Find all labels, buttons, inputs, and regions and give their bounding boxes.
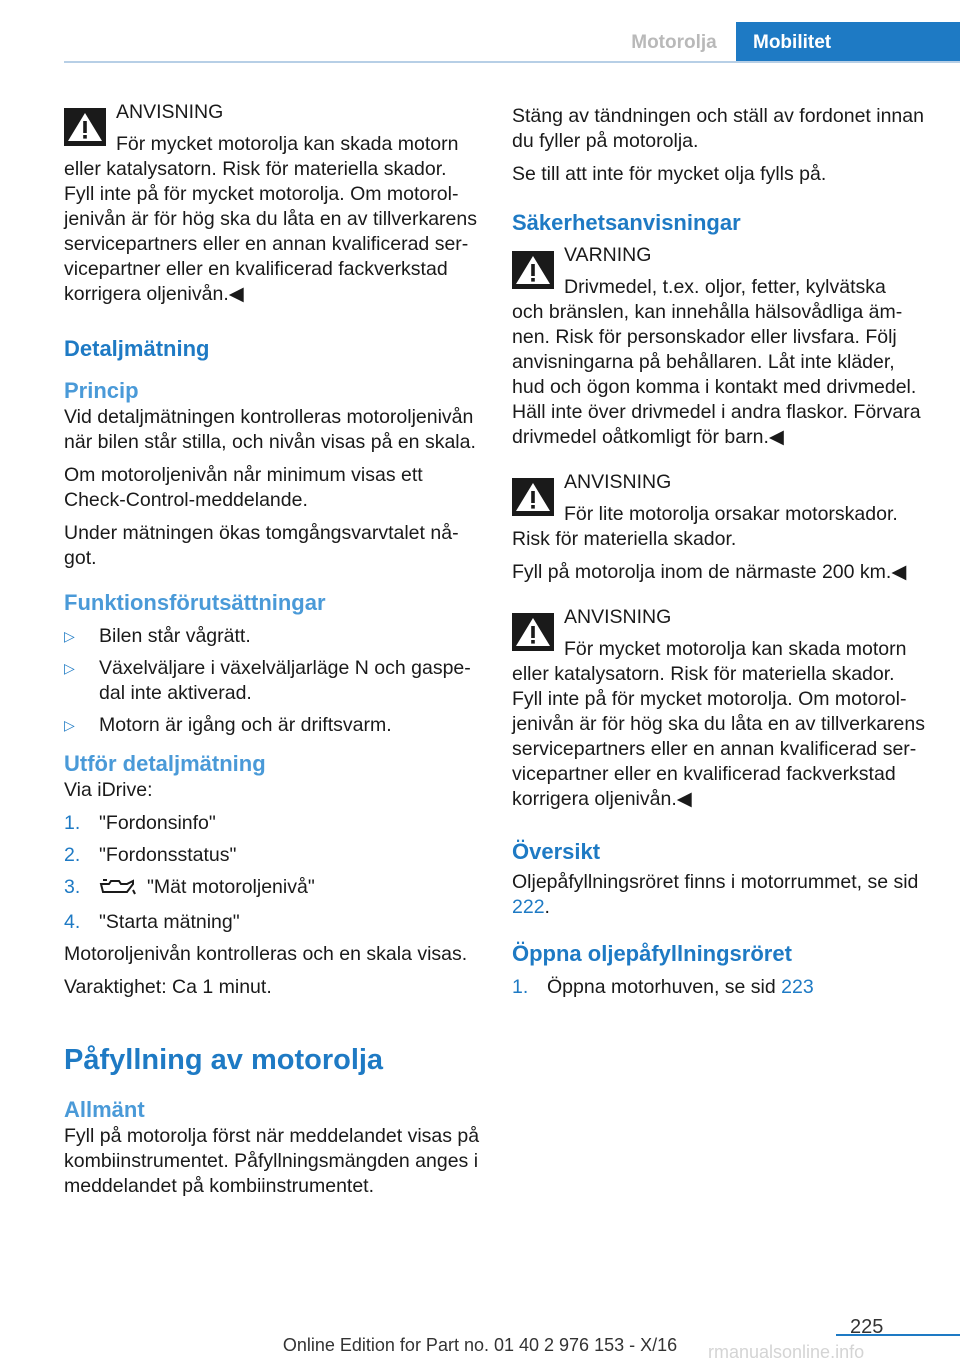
tab-motorolja[interactable]: Motorolja <box>631 32 717 53</box>
heading-oversikt: Översikt <box>512 839 601 864</box>
watermark: rmanualsonline.info <box>708 1342 865 1362</box>
paragraph: Vid detaljmätningen kontrolleras motoroljenivån när bilen står stilla, och nivån visas på en skala. <box>64 406 476 453</box>
warning-triangle-icon <box>64 108 106 146</box>
triangle-bullet-icon: ▷ <box>64 717 75 733</box>
list-item: 1. "Fordonsinfo" <box>64 812 216 834</box>
paragraph: Via iDrive: <box>64 779 153 801</box>
notice-text: Risk för materiella skador. <box>512 528 737 550</box>
notice-box <box>512 470 930 552</box>
heading-detaljmatning: Detaljmätning <box>64 336 210 361</box>
page-link-223[interactable]: 223 <box>781 976 814 998</box>
left-column <box>64 100 480 1207</box>
notice-label: ANVISNING <box>564 606 672 628</box>
page-number: 225 <box>850 1316 884 1338</box>
numbered-list <box>64 811 480 935</box>
warning-label: VARNING <box>564 244 652 266</box>
heading-allmant: Allmänt <box>64 1097 145 1122</box>
list-item: ▷ Bilen står vågrätt. <box>64 625 251 647</box>
paragraph: Fyll på motorolja först när meddelandet visas på kombiinstrumentet. Påfyllningsmängden anges i meddelandet på kombiinstrumentet. <box>64 1125 480 1197</box>
warning-text-first: Drivmedel, t.ex. oljor, fetter, kylvätska <box>564 276 886 298</box>
right-column <box>512 104 930 1007</box>
oil-level-icon <box>99 878 137 903</box>
notice-text-first: För mycket motorolja kan skada motorn <box>564 638 907 660</box>
heading-sakerhetsanvisningar: Säkerhetsanvisningar <box>512 210 741 235</box>
notice-text-first: För lite motorolja orsakar motorskador. <box>564 503 898 525</box>
header-divider <box>64 61 960 63</box>
list-item: 2. "Fordonsstatus" <box>64 844 237 866</box>
page-link-222[interactable]: 222 <box>512 896 545 918</box>
warning-triangle-icon <box>512 478 554 516</box>
notice-text: eller katalysatorn. Risk för materiella skador. Fyll inte på för mycket motorolja. Om motoroljenivån är för hög ska du låta en av tillverkarens servicepartners eller en annan kvalificerad servicepartner eller en kvalificerad fackverkstad korrigera oljenivån.◀ <box>512 663 925 810</box>
triangle-bullet-icon: ▷ <box>64 628 75 644</box>
heading-funktionsforutsattningar: Funktionsförutsättningar <box>64 590 326 615</box>
list-item: 4. "Starta mätning" <box>64 911 240 933</box>
notice-text-first: För mycket motorolja kan skada motorn <box>116 133 459 155</box>
list-item: ▷ Växelväljare i växelväljarläge N och gaspedal inte aktiverad. <box>64 657 471 704</box>
warning-triangle-icon <box>512 251 554 289</box>
page-header <box>0 0 960 62</box>
paragraph: Varaktighet: Ca 1 minut. <box>64 976 272 998</box>
paragraph: Motoroljenivån kontrolleras och en skala visas. <box>64 943 468 965</box>
paragraph: Under mätningen ökas tomgångsvarvtalet något. <box>64 522 459 569</box>
list-item: 1. Öppna motorhuven, se sid 223 <box>512 976 814 998</box>
warning-text: och bränslen, kan innehålla hälsovådliga ämnen. Risk för personskador eller livsfara. Följ anvisningarna på behållaren. Låt inte kläder, hud och ögon komma i kontakt med drivmedel. Häll inte över drivmedel i andra flaskor. Förvara drivmedel oåtkomligt för barn.◀ <box>512 301 921 448</box>
list-item: ▷ Motorn är igång och är driftsvarm. <box>64 714 392 736</box>
notice-box <box>64 100 480 307</box>
notice-label: ANVISNING <box>116 101 224 123</box>
numbered-list <box>512 975 930 1000</box>
notice-label: ANVISNING <box>564 471 672 493</box>
paragraph: Fyll på motorolja inom de närmaste 200 km.◀ <box>512 561 907 583</box>
footer-edition: Online Edition for Part no. 01 40 2 976 153 - X/16 <box>282 1335 678 1355</box>
notice-text: eller katalysatorn. Risk för materiella skador. Fyll inte på för mycket motorolja. Om motoroljenivån är för hög ska du låta en av tillverkarens servicepartners eller en annan kvalificerad servicepartner eller en kvalificerad fackverkstad korrigera oljenivån.◀ <box>64 158 477 305</box>
triangle-bullet-icon: ▷ <box>64 660 75 676</box>
paragraph: Oljepåfyllningsröret finns i motorrummet, se sid 222. <box>512 871 919 918</box>
heading-oppna-oljepafyllningsroret: Öppna oljepåfyllningsröret <box>512 941 792 966</box>
warning-box <box>512 243 930 450</box>
list-item: 3. "Mät motoroljenivå" <box>64 875 480 903</box>
bullet-list <box>64 624 480 738</box>
tab-mobilitet[interactable]: Mobilitet <box>736 22 960 62</box>
paragraph: Se till att inte för mycket olja fylls på. <box>512 163 827 185</box>
heading-pafyllning-av-motorolja: Påfyllning av motorolja <box>64 1044 384 1076</box>
paragraph: Om motoroljenivån når minimum visas ett Check-Control-meddelande. <box>64 464 423 511</box>
heading-princip: Princip <box>64 378 139 403</box>
warning-triangle-icon <box>512 613 554 651</box>
paragraph: Stäng av tändningen och ställ av fordonet innan du fyller på motorolja. <box>512 105 924 152</box>
heading-utfor-detaljmatning: Utför detaljmätning <box>64 751 266 776</box>
notice-box <box>512 605 930 812</box>
